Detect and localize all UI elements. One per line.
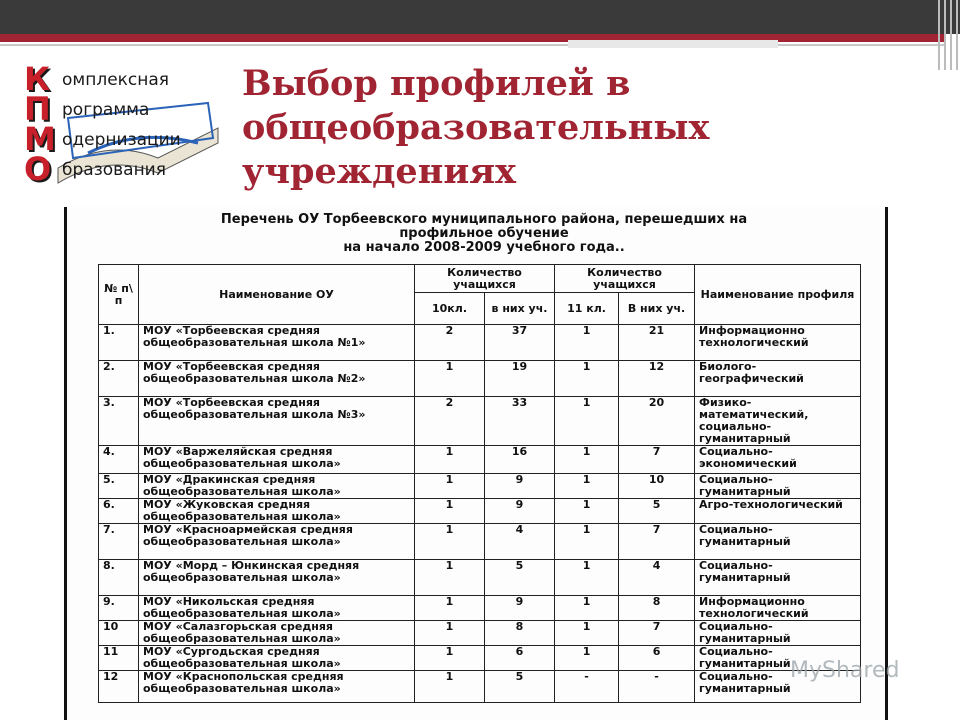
row-number: 4. xyxy=(99,446,139,474)
school-name: МОУ «Сургодьская средняя общеобразовательная школа» xyxy=(139,646,415,671)
school-name: МОУ «Торбеевская средняя общеобразовательная школа №3» xyxy=(139,397,415,446)
count-11: 1 xyxy=(555,524,619,560)
heading-line: Перечень ОУ Торбеевского муниципального района, перешедших на xyxy=(220,212,748,227)
count-10: 1 xyxy=(415,474,485,499)
school-name: МОУ «Салазгорьская средняя общеобразовательная школа» xyxy=(139,621,415,646)
count-11: 1 xyxy=(555,560,619,596)
row-number: 5. xyxy=(99,474,139,499)
profile-name: Социально-экономический xyxy=(695,446,861,474)
table-row xyxy=(99,446,861,474)
count-10: 1 xyxy=(415,596,485,621)
row-number: 12 xyxy=(99,671,139,703)
school-name: МОУ «Краснопольская средняя общеобразовательная школа» xyxy=(139,671,415,703)
header-in-them: в них уч. xyxy=(485,293,555,325)
students-11: 21 xyxy=(619,325,695,361)
logo-word: омплексная xyxy=(62,70,170,90)
logo-letter: М xyxy=(24,120,56,158)
count-10: 1 xyxy=(415,621,485,646)
students-10: 19 xyxy=(485,361,555,397)
row-number: 9. xyxy=(99,596,139,621)
students-10: 8 xyxy=(485,621,555,646)
table-row xyxy=(99,621,861,646)
students-10: 33 xyxy=(485,397,555,446)
school-name: МОУ «Морд – Юнкинская средняя общеобразовательная школа» xyxy=(139,560,415,596)
count-11: 1 xyxy=(555,361,619,397)
accent-tab xyxy=(568,40,778,48)
school-name: МОУ «Варжеляйская средняя общеобразовательная школа» xyxy=(139,446,415,474)
count-11: 1 xyxy=(555,325,619,361)
table-row xyxy=(99,499,861,524)
count-11: 1 xyxy=(555,446,619,474)
row-number: 3. xyxy=(99,397,139,446)
profile-name: Социально-гуманитарный xyxy=(695,560,861,596)
table-row xyxy=(99,646,861,671)
schools-table xyxy=(98,264,861,703)
students-10: 9 xyxy=(485,596,555,621)
profile-name: Информационно технологический xyxy=(695,325,861,361)
students-11: 7 xyxy=(619,621,695,646)
table-row xyxy=(99,474,861,499)
count-10: 1 xyxy=(415,524,485,560)
count-11: 1 xyxy=(555,646,619,671)
count-10: 2 xyxy=(415,397,485,446)
students-10: 37 xyxy=(485,325,555,361)
header-11kl: 11 кл. xyxy=(555,293,619,325)
students-11: 4 xyxy=(619,560,695,596)
students-10: 16 xyxy=(485,446,555,474)
students-11: 12 xyxy=(619,361,695,397)
row-number: 1. xyxy=(99,325,139,361)
heading-line: на начало 2008-2009 учебного года.. xyxy=(343,240,625,255)
count-10: 1 xyxy=(415,671,485,703)
table-row xyxy=(99,671,861,703)
count-10: 1 xyxy=(415,446,485,474)
school-name: МОУ «Торбеевская средняя общеобразовательная школа №1» xyxy=(139,325,415,361)
count-11: 1 xyxy=(555,499,619,524)
kpmo-logo xyxy=(18,58,228,198)
profile-name: Социально-гуманитарный xyxy=(695,646,861,671)
count-10: 1 xyxy=(415,646,485,671)
students-10: 9 xyxy=(485,474,555,499)
scanned-document xyxy=(64,207,888,720)
count-11: 1 xyxy=(555,397,619,446)
table-row xyxy=(99,524,861,560)
students-11: - xyxy=(619,671,695,703)
heading-line: профильное обучение xyxy=(399,226,569,241)
profile-name: Агро-технологический xyxy=(695,499,861,524)
profile-name: Информационно технологический xyxy=(695,596,861,621)
count-10: 1 xyxy=(415,560,485,596)
logo-word: одернизации xyxy=(62,130,181,150)
row-number: 8. xyxy=(99,560,139,596)
students-11: 7 xyxy=(619,446,695,474)
profile-name: Социально-гуманитарный xyxy=(695,671,861,703)
school-name: МОУ «Жуковская средняя общеобразовательная школа» xyxy=(139,499,415,524)
count-10: 2 xyxy=(415,325,485,361)
profile-name: Социально-гуманитарный xyxy=(695,621,861,646)
header-qty-11: Количество учащихся xyxy=(555,265,695,293)
school-name: МОУ «Торбеевская средняя общеобразовательная школа №2» xyxy=(139,361,415,397)
count-11: 1 xyxy=(555,474,619,499)
row-number: 6. xyxy=(99,499,139,524)
corner-lines xyxy=(936,0,960,70)
students-11: 7 xyxy=(619,524,695,560)
profile-name: Социально-гуманитарный xyxy=(695,474,861,499)
header-name: Наименование ОУ xyxy=(139,265,415,325)
row-number: 11 xyxy=(99,646,139,671)
profile-name: Физико-математический, социально-гуманитарный xyxy=(695,397,861,446)
table-row xyxy=(99,560,861,596)
count-11: - xyxy=(555,671,619,703)
header-profile: Наименование профиля xyxy=(695,265,861,325)
students-10: 5 xyxy=(485,671,555,703)
header-10kl: 10кл. xyxy=(415,293,485,325)
table-row xyxy=(99,325,861,361)
header-in-them: В них уч. xyxy=(619,293,695,325)
logo-letter: К xyxy=(24,60,51,98)
logo-letter: О xyxy=(24,150,52,188)
school-name: МОУ «Дракинская средняя общеобразовательная школа» xyxy=(139,474,415,499)
logo-word: рограмма xyxy=(62,100,150,120)
row-number: 7. xyxy=(99,524,139,560)
top-bar xyxy=(0,0,960,34)
count-11: 1 xyxy=(555,596,619,621)
profile-name: Биолого-географический xyxy=(695,361,861,397)
logo-word: бразования xyxy=(62,160,166,180)
table-row xyxy=(99,596,861,621)
profile-name: Социально-гуманитарный xyxy=(695,524,861,560)
school-name: МОУ «Никольская средняя общеобразовательная школа» xyxy=(139,596,415,621)
header-qty-10: Количество учащихся xyxy=(415,265,555,293)
students-11: 6 xyxy=(619,646,695,671)
watermark: MyShared xyxy=(790,658,900,683)
students-11: 8 xyxy=(619,596,695,621)
row-number: 10 xyxy=(99,621,139,646)
students-11: 5 xyxy=(619,499,695,524)
students-10: 9 xyxy=(485,499,555,524)
accent-line xyxy=(0,34,945,42)
doc-edge-left xyxy=(64,207,67,720)
document-heading xyxy=(134,213,834,255)
students-10: 4 xyxy=(485,524,555,560)
table-row xyxy=(99,361,861,397)
table-row xyxy=(99,397,861,446)
school-name: МОУ «Красноармейская средняя общеобразовательная школа» xyxy=(139,524,415,560)
count-10: 1 xyxy=(415,499,485,524)
header-num: № п\ п xyxy=(99,265,139,325)
students-11: 20 xyxy=(619,397,695,446)
students-11: 10 xyxy=(619,474,695,499)
count-11: 1 xyxy=(555,621,619,646)
slide-title: Выбор профилей в общеобразовательных учреждениях xyxy=(242,63,710,192)
accent-line-thin xyxy=(0,44,945,46)
row-number: 2. xyxy=(99,361,139,397)
students-10: 6 xyxy=(485,646,555,671)
students-10: 5 xyxy=(485,560,555,596)
logo-letter: П xyxy=(24,90,51,128)
doc-edge-right xyxy=(885,207,888,720)
count-10: 1 xyxy=(415,361,485,397)
